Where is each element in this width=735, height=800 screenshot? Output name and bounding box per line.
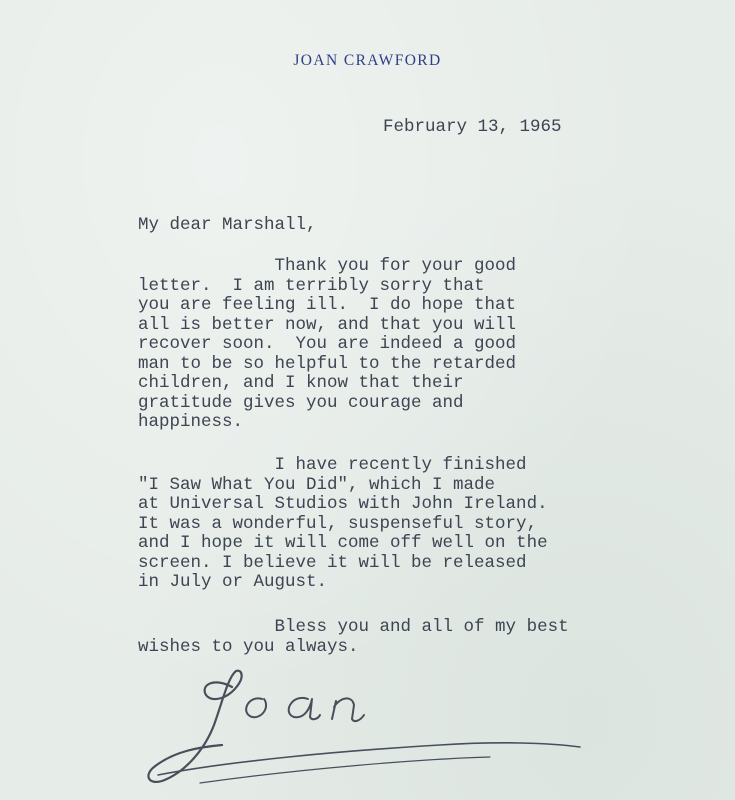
letter-line: Thank you for your good [138,256,517,276]
letter-line: children, and I know that their [138,373,464,393]
letter-line: recover soon. You are indeed a good [138,334,517,354]
paragraph-film [138,456,548,593]
letter-line: gratitude gives you courage and [138,392,464,413]
letter-line: and I hope it will come off well on the [138,533,548,553]
letter-line: letter. I am terribly sorry that [138,275,485,296]
letter-line: It was a wonderful, suspenseful story, [138,513,538,534]
letter-line: you are feeling ill. I do hope that [138,295,517,315]
letter-line: Bless you and all of my best [138,617,569,637]
letter-date: February 13, 1965 [383,117,562,137]
letter-line: at Universal Studios with John Ireland. [138,494,548,514]
letter-line: happiness. [138,412,244,432]
letter-line: man to be so helpful to the retarded [138,353,517,374]
letter-line: I have recently finished [138,455,527,475]
letter-line: screen. I believe it will be released [138,552,527,573]
letterhead-name: JOAN CRAWFORD [293,52,442,69]
handwritten-signature [140,655,610,795]
paragraph-thanks [138,257,516,433]
paragraph-closing [138,618,569,657]
letter-line: "I Saw What You Did", which I made [138,474,496,495]
letter-line: all is better now, and that you will [138,314,517,335]
letter-line: in July or August. [138,572,328,592]
signature-strokes [148,671,580,783]
salutation: My dear Marshall, [138,215,317,235]
letter-line: wishes to you always. [138,636,359,657]
